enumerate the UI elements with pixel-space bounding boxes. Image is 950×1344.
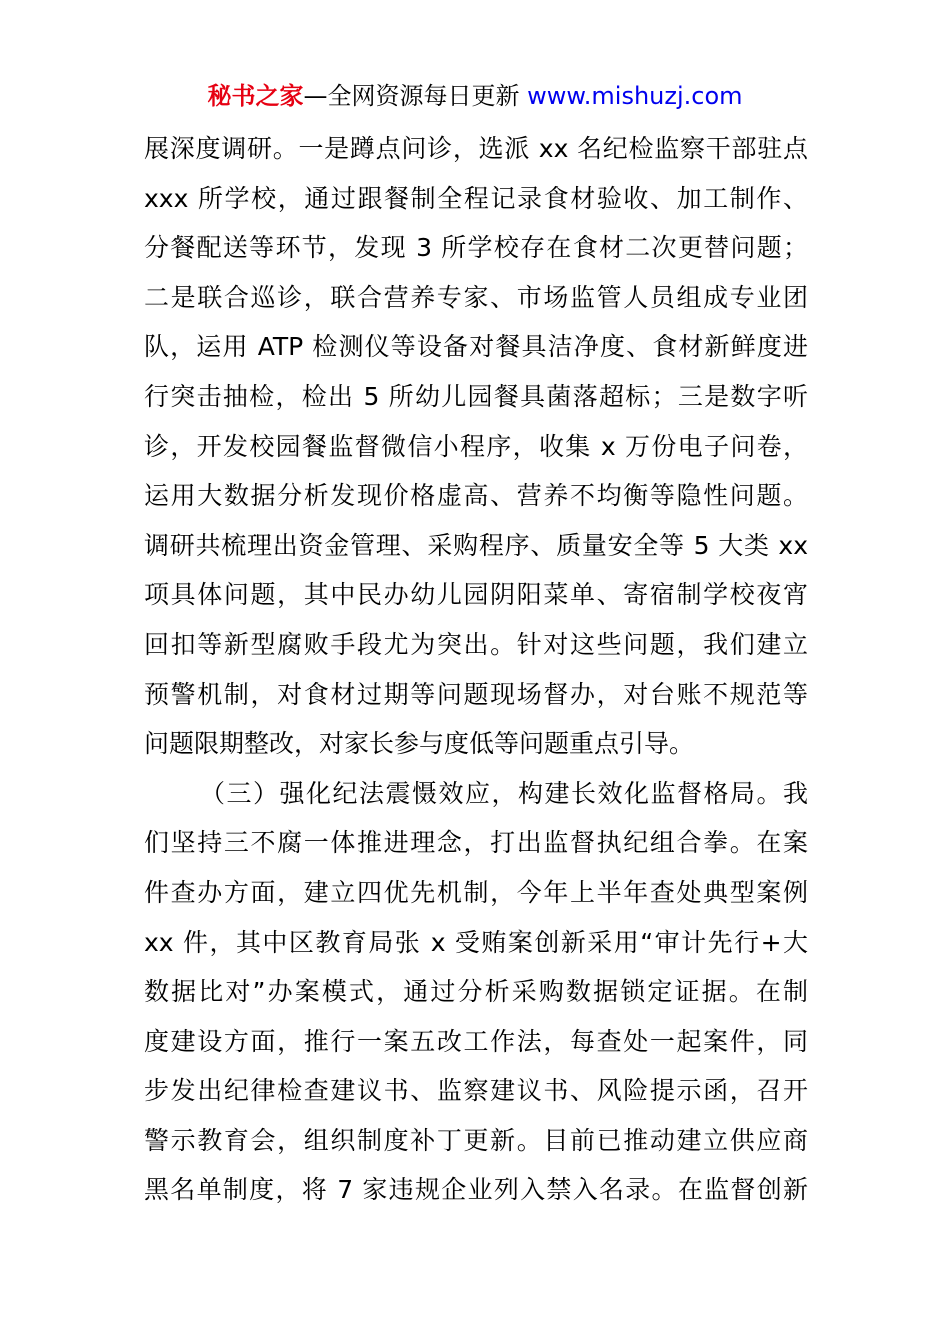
text-line: 调研共梳理出资金管理、采购程序、质量安全等 5 大类 xx xyxy=(144,530,808,560)
text-line: 黑名单制度，将 7 家违规企业列入禁入名录。在监督创新 xyxy=(144,1175,808,1205)
text-line: 回扣等新型腐败手段尤为突出。针对这些问题，我们建立 xyxy=(144,629,808,659)
text-line: 项具体问题，其中民办幼儿园阴阳菜单、寄宿制学校夜宵 xyxy=(144,580,808,610)
text-line: 问题限期整改，对家长参与度低等问题重点引导。 xyxy=(144,729,695,759)
page-header xyxy=(0,80,950,112)
text-line: 预警机制，对食材过期等问题现场督办，对台账不规范等 xyxy=(144,679,808,709)
paragraph-2 xyxy=(144,769,808,1215)
text-line: 们坚持三不腐一体推进理念，打出监督执纪组合拳。在案 xyxy=(144,828,808,858)
text-line: 二是联合巡诊，联合营养专家、市场监管人员组成专业团 xyxy=(144,282,808,312)
text-line: 步发出纪律检查建议书、监察建议书、风险提示函，召开 xyxy=(144,1076,808,1106)
header-tagline: —全网资源每日更新 xyxy=(303,82,528,110)
text-line: 队，运用 ATP 检测仪等设备对餐具洁净度、食材新鲜度进 xyxy=(144,332,808,362)
text-line: xxx 所学校，通过跟餐制全程记录食材验收、加工制作、 xyxy=(144,183,808,213)
text-line: 运用大数据分析发现价格虚高、营养不均衡等隐性问题。 xyxy=(144,481,808,511)
paragraph-1 xyxy=(144,124,808,769)
text-line: 数据比对”办案模式，通过分析采购数据锁定证据。在制 xyxy=(144,977,808,1007)
text-line: 诊，开发校园餐监督微信小程序，收集 x 万份电子问卷， xyxy=(144,431,808,461)
section-heading-line: （三）强化纪法震慑效应，构建长效化监督格局。我 xyxy=(200,778,808,808)
text-line: 件查办方面，建立四优先机制，今年上半年查处典型案例 xyxy=(144,877,808,907)
text-line: 警示教育会，组织制度补丁更新。目前已推动建立供应商 xyxy=(144,1125,808,1155)
website-link[interactable]: www.mishuzj.com xyxy=(527,82,743,110)
text-line: 展深度调研。一是蹲点问诊，选派 xx 名纪检监察干部驻点 xyxy=(144,134,808,163)
text-line: 分餐配送等环节，发现 3 所学校存在食材二次更替问题； xyxy=(144,233,808,263)
brand-name: 秘书之家 xyxy=(207,82,304,110)
document-body xyxy=(144,124,808,1215)
text-line: xx 件，其中区教育局张 x 受贿案创新采用“审计先行+大 xyxy=(144,927,808,957)
text-line: 行突击抽检，检出 5 所幼儿园餐具菌落超标；三是数字听 xyxy=(144,381,808,411)
text-line: 度建设方面，推行一案五改工作法，每查处一起案件，同 xyxy=(144,1026,808,1056)
